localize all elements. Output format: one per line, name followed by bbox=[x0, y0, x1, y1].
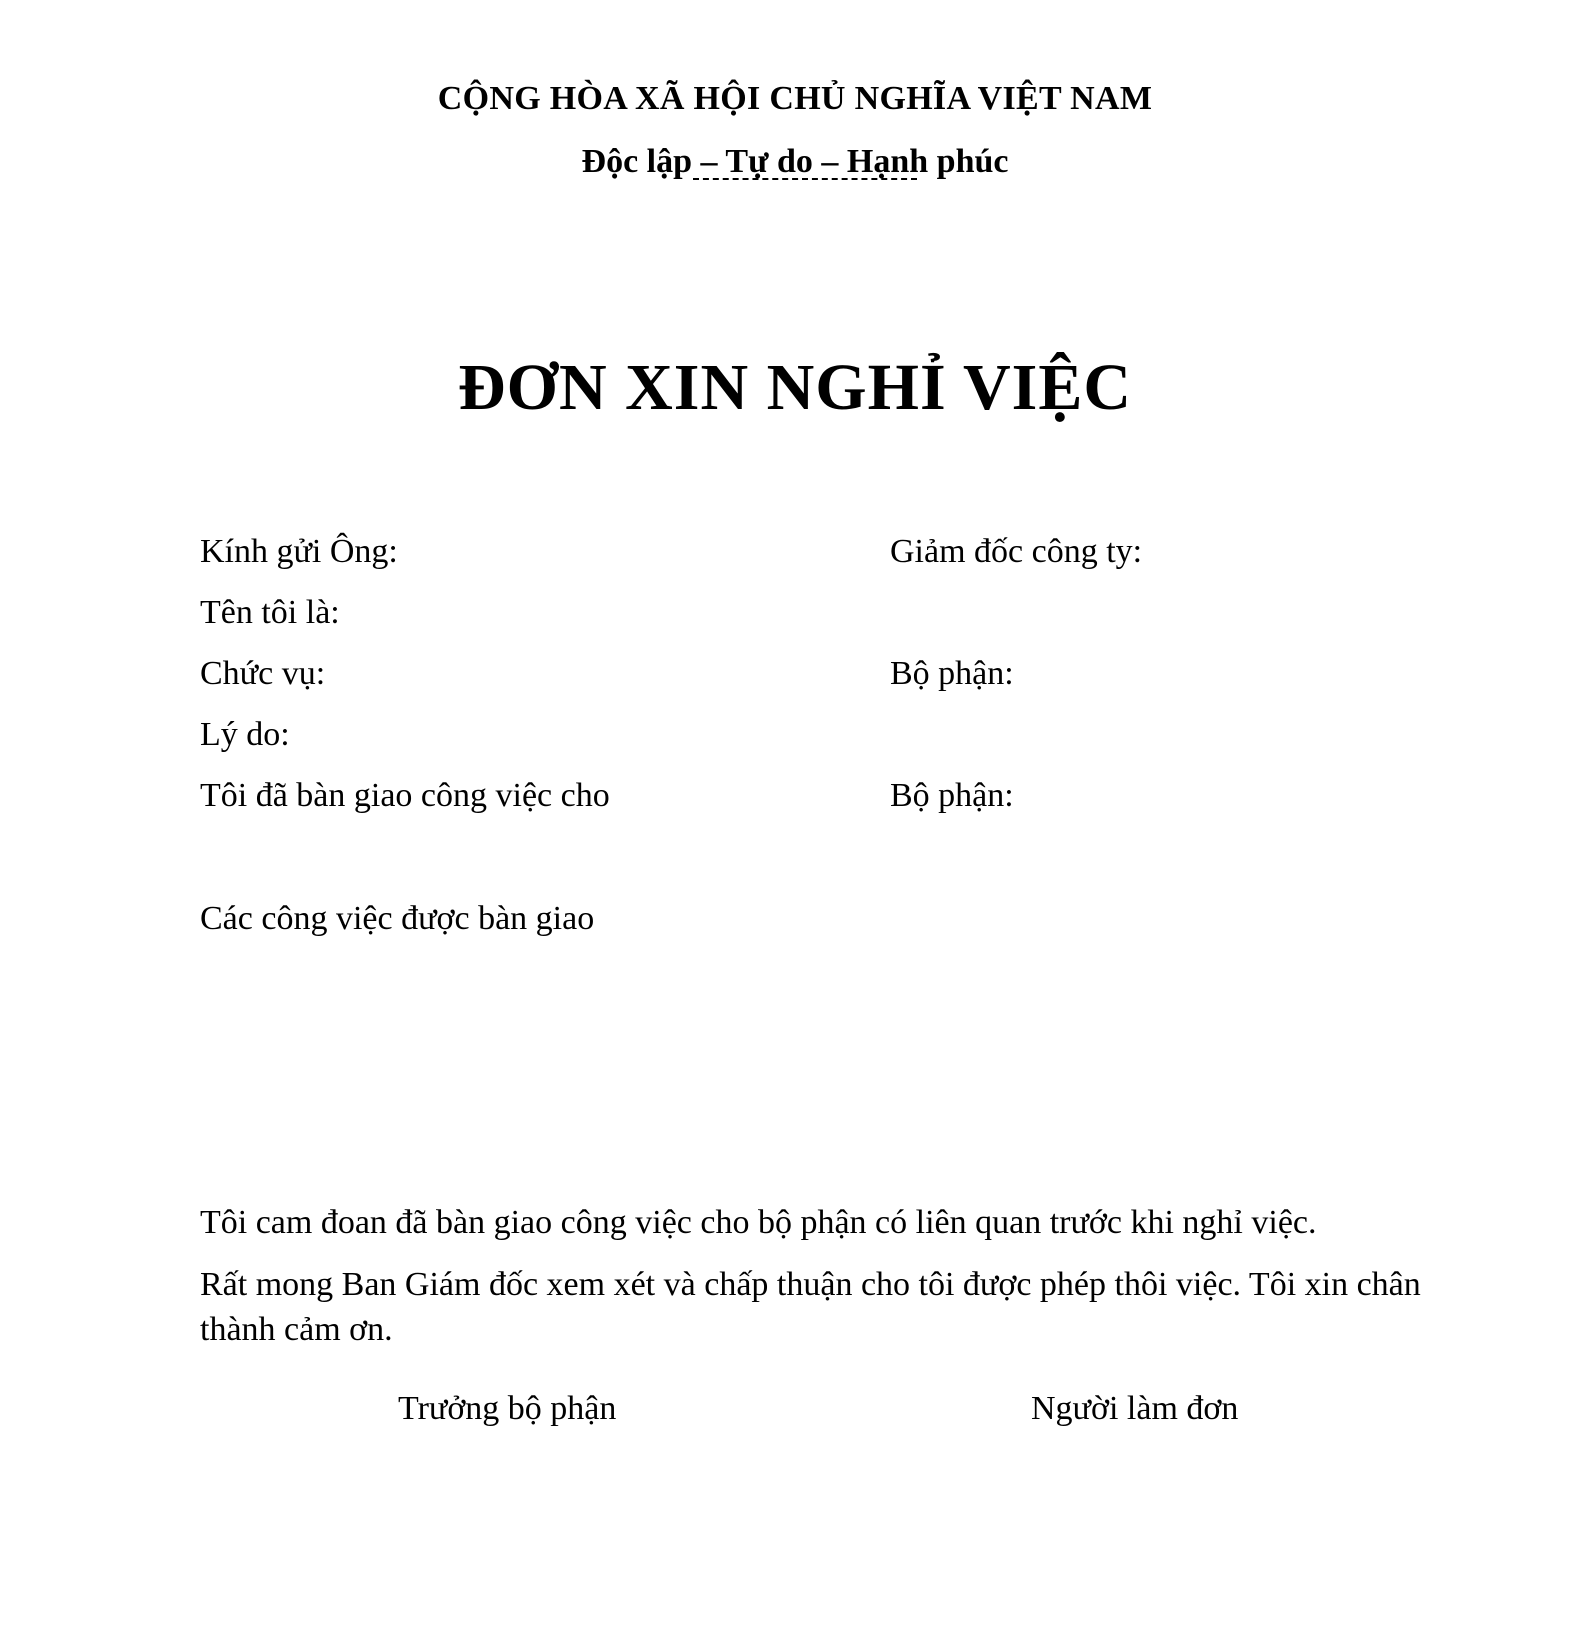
department-head-signature-label: Trưởng bộ phận bbox=[398, 1390, 617, 1427]
position-label: Chức vụ: bbox=[200, 655, 326, 692]
department-label: Bộ phận: bbox=[890, 655, 1014, 692]
document-title: ĐƠN XIN NGHỈ VIỆC bbox=[457, 351, 1133, 424]
applicant-signature-label: Người làm đơn bbox=[1031, 1390, 1239, 1427]
director-label: Giảm đốc công ty: bbox=[890, 533, 1143, 570]
national-title: CỘNG HÒA XÃ HỘI CHỦ NGHĨA VIỆT NAM bbox=[437, 80, 1153, 117]
tasks-label: Các công việc được bàn giao bbox=[200, 900, 595, 937]
handover-department-label: Bộ phận: bbox=[890, 777, 1014, 814]
request-paragraph: Rất mong Ban Giám đốc xem xét và chấp thuận cho tôi được phép thôi việc. Tôi xin chân thành cảm ơn. bbox=[200, 1266, 1421, 1348]
national-motto: Độc lập – Tự do – Hạnh phúc bbox=[581, 143, 1009, 180]
recipient-label: Kính gửi Ông: bbox=[200, 533, 398, 570]
handover-label: Tôi đã bàn giao công việc cho bbox=[200, 777, 610, 814]
commitment-paragraph: Tôi cam đoan đã bàn giao công việc cho bộ phận có liên quan trước khi nghỉ việc. bbox=[200, 1204, 1317, 1241]
motto-divider bbox=[693, 178, 917, 180]
name-label: Tên tôi là: bbox=[200, 594, 340, 631]
reason-label: Lý do: bbox=[200, 716, 290, 753]
